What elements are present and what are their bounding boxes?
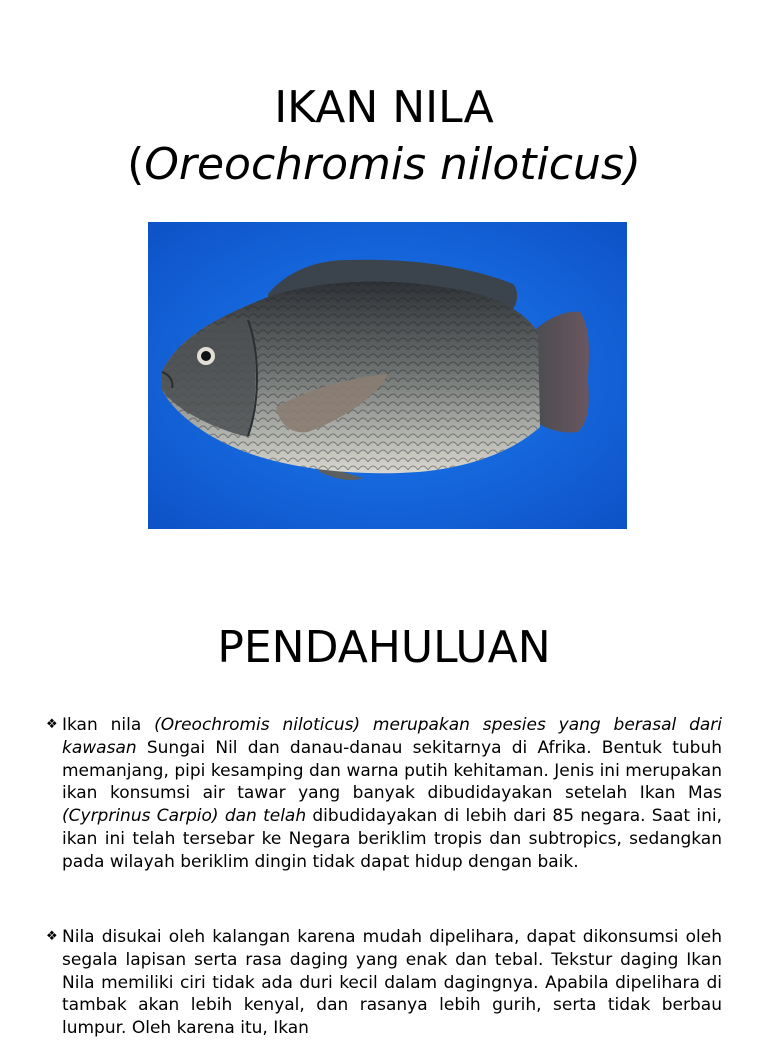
- slide-title: IKAN NILA: [274, 82, 494, 133]
- tilapia-photo: [148, 222, 627, 529]
- paragraph-italic-text: (Cyrprinus Carpio) dan telah: [62, 806, 307, 827]
- paragraph-text: Nila disukai oleh kalangan karena mudah dipelihara, dapat dikonsumsi oleh segala lapisan serta rasa daging yang enak dan tebal. Tekstur daging Ikan Nila memiliki ciri tidak ada duri kecil dalam dagingnya. Apabila dipelihara di tambak akan lebih kenyal, dan rasanya lebih gurih, serta tidak berbau lumpur. Oleh karena itu, Ikan: [62, 927, 722, 1039]
- title-open-paren: (: [127, 139, 145, 190]
- tail-fin: [533, 312, 589, 433]
- paragraph-text: dibudidayakan di lebih dari 85 negara. Saat ini, ikan ini telah tersebar ke Negara beriklim tropis dan subtropics, sedangkan pada wilayah beriklim dingin tidak dapat hidup dengan baik.: [62, 806, 722, 872]
- section-heading: PENDAHULUAN: [217, 622, 551, 673]
- intro-paragraph-1: [46, 714, 722, 874]
- intro-paragraph-2: [46, 926, 722, 1040]
- diamond-bullet-icon: ❖: [46, 717, 58, 732]
- paragraph-text: Ikan nila: [62, 715, 155, 735]
- paragraph-italic-text: (Oreochromis niloticus) merupakan spesies yang berasal dari kawasan: [62, 715, 722, 758]
- scientific-name-text: Oreochromis niloticus): [144, 139, 641, 190]
- paragraph-text: Sungai Nil dan danau-danau sekitarnya di Afrika. Bentuk tubuh memanjang, pipi kesamping dan warna putih kehitaman. Jenis ini merupakan ikan konsumsi air tawar yang banyak dibudidayakan setelah Ikan Mas: [62, 737, 722, 804]
- diamond-bullet-icon: ❖: [46, 929, 58, 944]
- scientific-name-title: [0, 137, 768, 193]
